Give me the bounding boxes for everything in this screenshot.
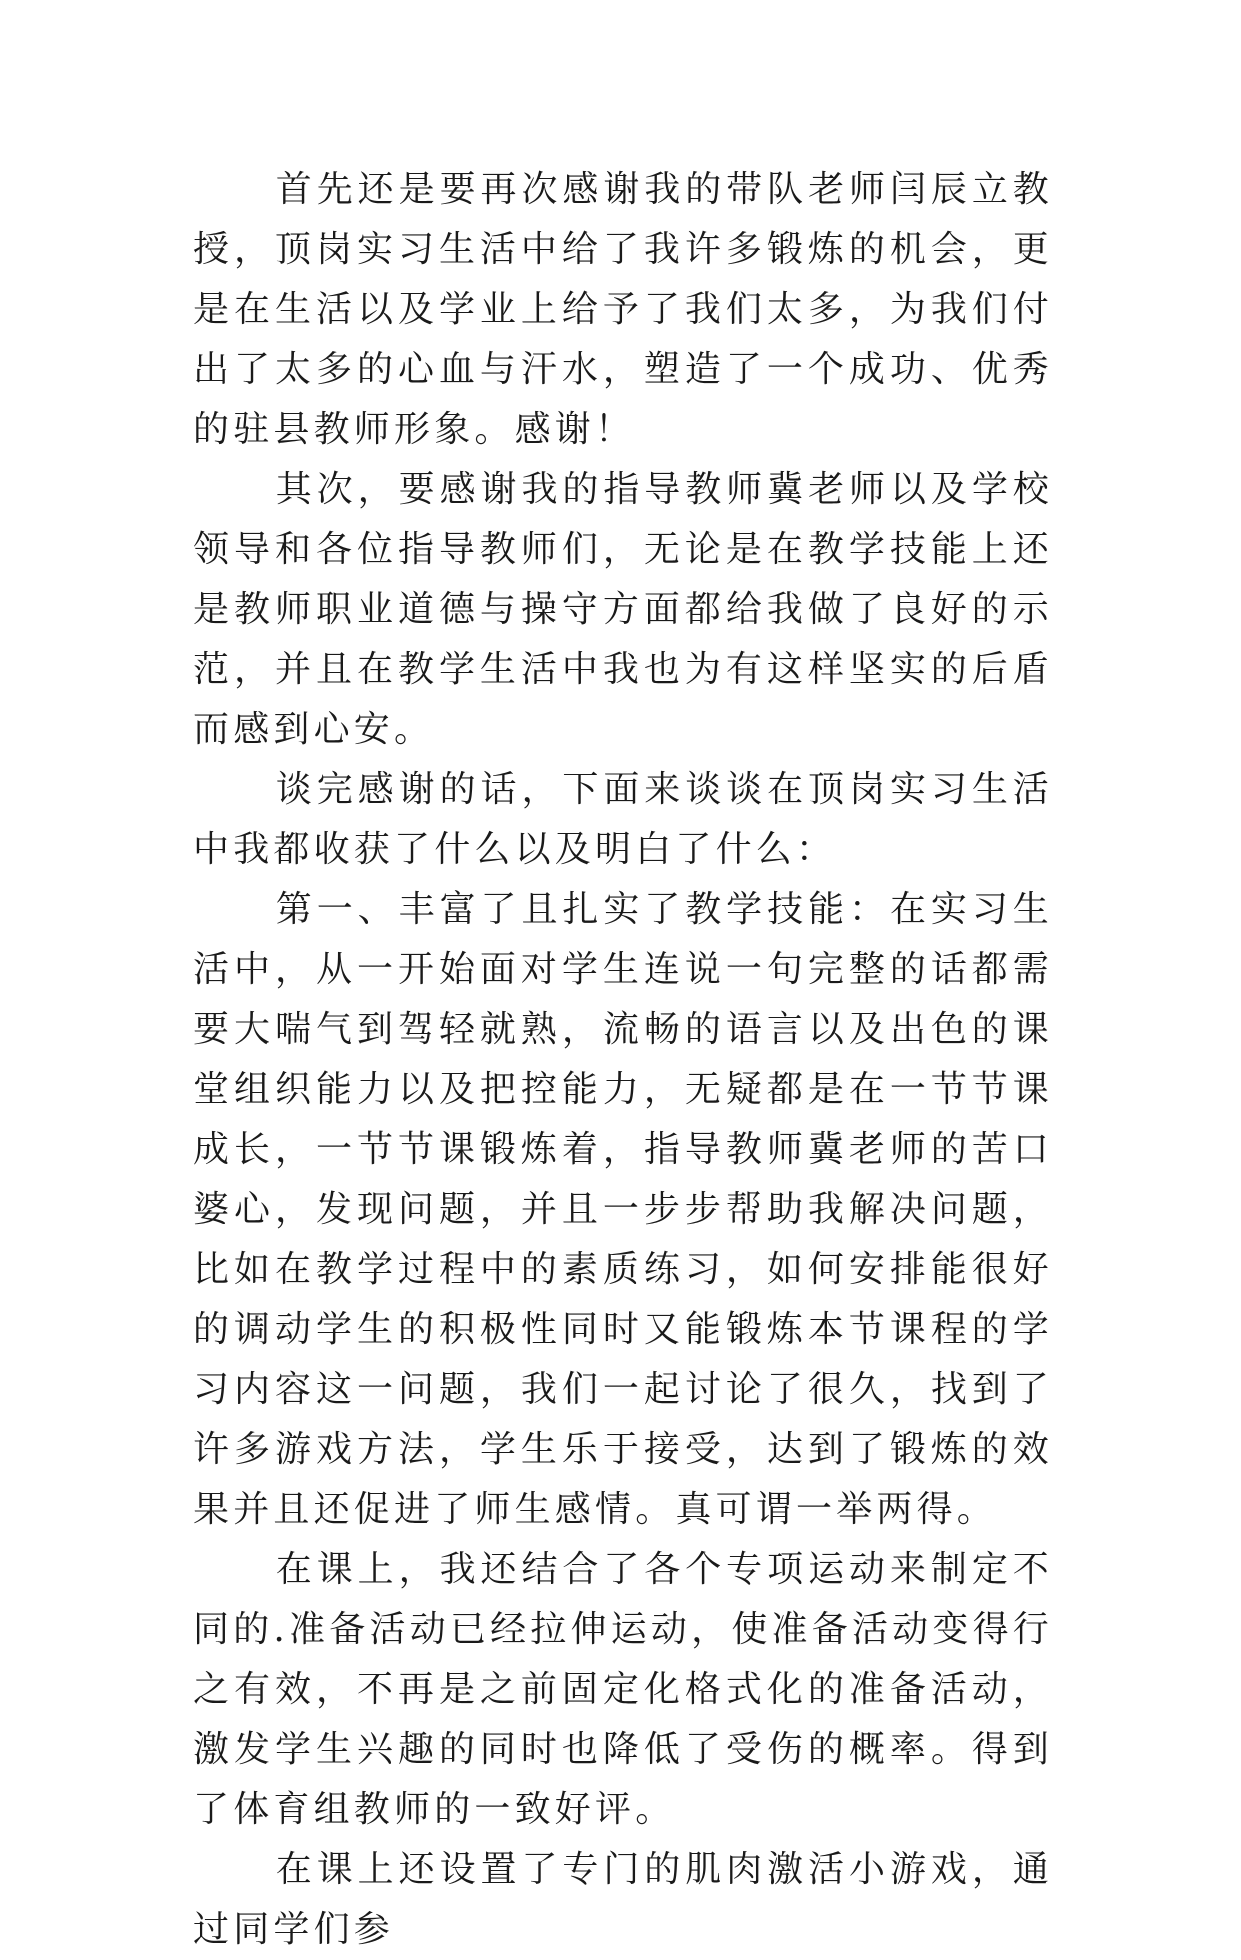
paragraph-teaching-skills: 第一、丰富了且扎实了教学技能：在实习生活中，从一开始面对学生连说一句完整的话都需要大喘气到驾轻就熟，流畅的语言以及出色的课堂组织能力以及把控能力，无疑都是在一节节课成长，一节节课锻炼着，指导教师冀老师的苦口婆心，发现问题，并且一步步帮助我解决问题，比如在教学过程中的素质练习，如何安排能很好的调动学生的积极性同时又能锻炼本节课程的学习内容这一问题，我们一起讨论了很久，找到了许多游戏方法，学生乐于接受，达到了锻炼的效果并且还促进了师生感情。真可谓一举两得。	[193, 889, 1053, 1530]
paragraph-transition: 谈完感谢的话，下面来谈谈在顶岗实习生活中我都收获了什么以及明白了什么：	[193, 769, 1053, 870]
paragraph-thanks-supervisor: 首先还是要再次感谢我的带队老师闫辰立教授，顶岗实习生活中给了我许多锻炼的机会，更是在生活以及学业上给予了我们太多，为我们付出了太多的心血与汗水，塑造了一个成功、优秀的驻县教师形象。感谢！	[193, 169, 1053, 450]
document-body	[193, 160, 1053, 1960]
paragraph-muscle-games: 在课上还设置了专门的肌肉激活小游戏，通过同学们参	[193, 1849, 1053, 1950]
paragraph-thanks-mentor: 其次，要感谢我的指导教师冀老师以及学校领导和各位指导教师们，无论是在教学技能上还是教师职业道德与操守方面都给我做了良好的示范，并且在教学生活中我也为有这样坚实的后盾而感到心安。	[193, 469, 1053, 750]
paragraph-warmup-activities: 在课上，我还结合了各个专项运动来制定不同的.准备活动已经拉伸运动，使准备活动变得行之有效，不再是之前固定化格式化的准备活动，激发学生兴趣的同时也降低了受伤的概率。得到了体育组教师的一致好评。	[193, 1549, 1053, 1830]
